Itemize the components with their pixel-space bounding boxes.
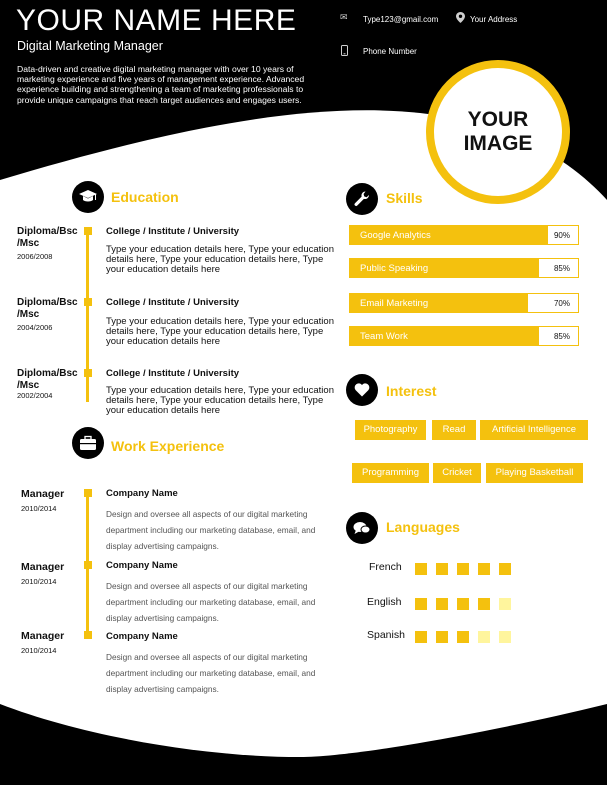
timeline-marker — [84, 227, 92, 235]
briefcase-icon — [72, 427, 104, 459]
languages-title: Languages — [386, 519, 460, 535]
rating-dot-filled — [478, 598, 490, 610]
company-name: Company Name — [106, 560, 178, 571]
rating-dot-filled — [457, 631, 469, 643]
skill-bar — [349, 293, 579, 313]
timeline-marker — [84, 631, 92, 639]
skill-percent: 70% — [553, 299, 570, 308]
skill-bar — [349, 258, 579, 278]
timeline-marker — [84, 561, 92, 569]
rating-dot-filled — [478, 563, 490, 575]
education-details: Type your education details here, Type your education details here, Type your education details here, Type your education details here — [106, 244, 334, 275]
interest-tag: Artificial Intelligence — [480, 420, 588, 440]
skill-percent: 90% — [553, 231, 570, 240]
work-details: Design and oversee all aspects of our digital marketing department including our marketing database, email, and display advertising campaigns. — [106, 509, 316, 551]
phone-text: Phone Number — [363, 47, 417, 56]
rating-dot-empty — [499, 598, 511, 610]
role-title: Manager — [21, 630, 65, 642]
school-name: College / Institute / University — [106, 226, 240, 237]
skill-name: Google Analytics — [360, 230, 431, 241]
degree-label: Diploma/Bsc /Msc — [17, 226, 78, 249]
skill-percent: 85% — [553, 264, 570, 273]
education-title: Education — [111, 189, 179, 205]
interest-tag: Read — [432, 420, 476, 440]
language-name: English — [367, 596, 402, 608]
skill-name: Team Work — [360, 331, 408, 342]
graduation-cap-icon — [72, 181, 104, 213]
interest-tag: Cricket — [433, 463, 481, 483]
work-experience-title: Work Experience — [111, 438, 225, 454]
rating-dot-filled — [457, 598, 469, 610]
profile-summary: Data-driven and creative digital marketing manager with over 10 years of marketing experience and five years of management experience. Advanced experience building and strengthening a team of marketing professionals to provide unique campaigns that reach target audiences and engages users. — [17, 64, 305, 105]
chat-icon — [346, 512, 378, 544]
skill-bar — [349, 326, 579, 346]
education-years: 2002/2004 — [17, 391, 53, 400]
skill-name: Public Speaking — [360, 263, 429, 274]
rating-dot-empty — [499, 631, 511, 643]
interest-tag: Playing Basketball — [486, 463, 583, 483]
rating-dot-empty — [478, 631, 490, 643]
timeline-marker — [84, 369, 92, 377]
skill-percent: 85% — [553, 332, 570, 341]
work-details: Design and oversee all aspects of our digital marketing department including our marketing database, email, and display advertising campaigns. — [106, 581, 316, 623]
language-name: French — [369, 561, 402, 573]
degree-label: Diploma/Bsc /Msc — [17, 297, 78, 320]
work-details: Design and oversee all aspects of our digital marketing department including our marketing database, email, and display advertising campaigns. — [106, 652, 316, 694]
school-name: College / Institute / University — [106, 297, 240, 308]
rating-dot-filled — [436, 563, 448, 575]
rating-dot-filled — [415, 598, 427, 610]
rating-dot-filled — [436, 631, 448, 643]
email-icon: ✉ — [340, 12, 348, 22]
job-title: Digital Marketing Manager — [17, 39, 163, 53]
language-name: Spanish — [367, 629, 405, 641]
phone-icon — [341, 45, 348, 58]
timeline-marker — [84, 489, 92, 497]
role-title: Manager — [21, 488, 65, 500]
role-title: Manager — [21, 561, 65, 573]
degree-label: Diploma/Bsc /Msc — [17, 368, 78, 391]
education-years: 2004/2006 — [17, 323, 53, 332]
work-years: 2010/2014 — [21, 646, 57, 655]
education-years: 2006/2008 — [17, 252, 53, 261]
heart-icon — [346, 374, 378, 406]
rating-dot-filled — [457, 563, 469, 575]
company-name: Company Name — [106, 488, 178, 499]
email-text[interactable]: Type123@gmail.com — [363, 15, 439, 24]
interest-tag: Photography — [355, 420, 426, 440]
timeline-marker — [84, 298, 92, 306]
wrench-icon — [346, 183, 378, 215]
interest-tag: Programming — [352, 463, 429, 483]
interest-title: Interest — [386, 383, 437, 399]
address-text: Your Address — [470, 15, 518, 24]
rating-dot-filled — [436, 598, 448, 610]
profile-photo-placeholder[interactable] — [426, 60, 570, 204]
company-name: Company Name — [106, 631, 178, 642]
location-icon — [456, 12, 465, 25]
school-name: College / Institute / University — [106, 368, 240, 379]
rating-dot-filled — [499, 563, 511, 575]
image-label: YOUR IMAGE — [463, 108, 533, 155]
work-years: 2010/2014 — [21, 504, 57, 513]
education-details: Type your education details here, Type your education details here, Type your education details here, Type your education details here — [106, 316, 334, 347]
skill-bar — [349, 225, 579, 245]
rating-dot-filled — [415, 563, 427, 575]
skills-title: Skills — [386, 190, 423, 206]
work-years: 2010/2014 — [21, 577, 57, 586]
candidate-name: YOUR NAME HERE — [16, 4, 297, 37]
skill-name: Email Marketing — [360, 298, 429, 309]
rating-dot-filled — [415, 631, 427, 643]
education-details: Type your education details here, Type your education details here, Type your education details here, Type your education details here — [106, 385, 334, 416]
